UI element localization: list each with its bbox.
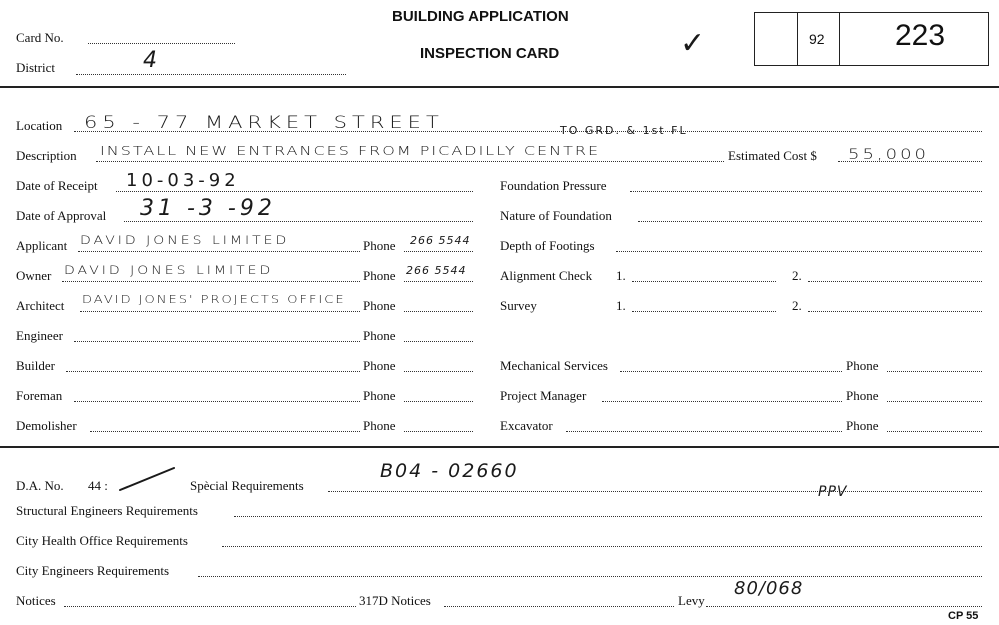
architect-phone-label: Phone	[363, 298, 396, 313]
owner-phone-field[interactable]	[404, 281, 473, 282]
card-number: 223	[895, 19, 946, 52]
notices-317d-label: 317D Notices	[359, 593, 431, 608]
description-note: TO GRD. & 1st FL	[560, 124, 688, 137]
applicant-phone-value: 266 5544	[410, 234, 471, 247]
applicant-phone-label: Phone	[363, 238, 396, 253]
location-label: Location	[16, 118, 63, 133]
builder-phone-label: Phone	[363, 358, 396, 373]
engineer-label: Engineer	[16, 328, 63, 343]
excavator-phone-field[interactable]	[887, 431, 982, 432]
architect-field[interactable]	[80, 311, 360, 312]
foreman-phone-label: Phone	[363, 388, 396, 403]
levy-label: Levy	[678, 593, 705, 608]
owner-phone-value: 266 5544	[406, 264, 467, 277]
notices-317d-field[interactable]	[444, 606, 674, 607]
applicant-field[interactable]	[78, 251, 360, 252]
survey-label: Survey	[500, 298, 537, 313]
date-of-approval-field[interactable]	[124, 221, 473, 222]
nature-of-foundation-label: Nature of Foundation	[500, 208, 612, 223]
project-manager-field[interactable]	[602, 401, 842, 402]
owner-label: Owner	[16, 268, 52, 283]
owner-phone-label: Phone	[363, 268, 396, 283]
survey-1-field[interactable]	[632, 311, 776, 312]
alignment-check-2-field[interactable]	[808, 281, 982, 282]
mechanical-services-field[interactable]	[620, 371, 842, 372]
date-of-approval-label: Date of Approval	[16, 208, 107, 223]
notices-field[interactable]	[64, 606, 356, 607]
builder-field[interactable]	[66, 371, 360, 372]
card-number-box	[754, 12, 989, 66]
description-field[interactable]	[96, 161, 724, 162]
date-of-approval-value: 31 -3 -92	[140, 196, 276, 221]
district-field[interactable]	[76, 74, 346, 75]
notices-label: Notices	[16, 593, 56, 608]
form-code: CP 55	[948, 610, 979, 622]
levy-field[interactable]	[706, 606, 982, 607]
mechanical-services-phone-field[interactable]	[887, 371, 982, 372]
excavator-phone-label: Phone	[846, 418, 879, 433]
owner-value: DAVID JONES LIMITED	[64, 264, 274, 277]
card-no-label: Card No.	[16, 30, 64, 45]
location-value: 65 - 77 MARKET STREET	[84, 112, 444, 132]
description-value: INSTALL NEW ENTRANCES FROM PICADILLY CENTRE	[100, 142, 601, 158]
foundation-pressure-field[interactable]	[630, 191, 982, 192]
special-requirements-field[interactable]	[328, 491, 982, 492]
special-requirements-value: B04 - 02660	[380, 460, 519, 482]
foreman-phone-field[interactable]	[404, 401, 473, 402]
excavator-field[interactable]	[566, 431, 842, 432]
slash-mark-icon	[116, 464, 180, 494]
builder-label: Builder	[16, 358, 55, 373]
city-health-field[interactable]	[222, 546, 982, 547]
depth-of-footings-field[interactable]	[616, 251, 982, 252]
city-engineers-label: City Engineers Requirements	[16, 563, 170, 578]
top-divider	[0, 86, 999, 88]
estimated-cost-label: Estimated Cost $	[728, 148, 817, 163]
owner-field[interactable]	[62, 281, 360, 282]
da-no-label: D.A. No.	[16, 478, 64, 493]
engineer-field[interactable]	[74, 341, 360, 342]
survey-1-label: 1.	[616, 298, 626, 313]
form-title-line2: INSPECTION CARD	[420, 45, 560, 62]
mechanical-services-label: Mechanical Services	[500, 358, 608, 373]
middle-divider	[0, 446, 999, 448]
survey-2-label: 2.	[792, 298, 802, 313]
district-value: 4	[143, 48, 158, 73]
survey-2-field[interactable]	[808, 311, 982, 312]
da-no-value: 44 :	[88, 478, 108, 493]
date-of-receipt-value: 10-03-92	[126, 170, 240, 191]
date-of-receipt-field[interactable]	[116, 191, 473, 192]
estimated-cost-value: 55,000	[848, 146, 929, 163]
card-no-field[interactable]	[88, 43, 235, 44]
alignment-check-1-field[interactable]	[632, 281, 776, 282]
demolisher-field[interactable]	[90, 431, 360, 432]
city-engineers-field[interactable]	[198, 576, 982, 577]
initials: PPV	[818, 484, 848, 500]
alignment-check-label: Alignment Check	[500, 268, 593, 283]
structural-engineers-field[interactable]	[234, 516, 982, 517]
levy-value: 80/068	[734, 578, 804, 599]
applicant-phone-field[interactable]	[404, 251, 473, 252]
architect-phone-field[interactable]	[404, 311, 473, 312]
project-manager-label: Project Manager	[500, 388, 587, 403]
demolisher-label: Demolisher	[16, 418, 77, 433]
architect-label: Architect	[16, 298, 65, 313]
builder-phone-field[interactable]	[404, 371, 473, 372]
foreman-field[interactable]	[74, 401, 360, 402]
nature-of-foundation-field[interactable]	[638, 221, 982, 222]
special-requirements-label: Spècial Requirements	[190, 478, 304, 493]
excavator-label: Excavator	[500, 418, 553, 433]
engineer-phone-label: Phone	[363, 328, 396, 343]
date-of-receipt-label: Date of Receipt	[16, 178, 98, 193]
check-mark-icon: ✓	[680, 26, 707, 61]
mechanical-services-phone-label: Phone	[846, 358, 879, 373]
demolisher-phone-field[interactable]	[404, 431, 473, 432]
alignment-check-1-label: 1.	[616, 268, 626, 283]
depth-of-footings-label: Depth of Footings	[500, 238, 595, 253]
city-health-label: City Health Office Requirements	[16, 533, 188, 548]
district-label: District	[16, 60, 55, 75]
engineer-phone-field[interactable]	[404, 341, 473, 342]
applicant-label: Applicant	[16, 238, 68, 253]
applicant-value: DAVID JONES LIMITED	[80, 234, 290, 247]
alignment-check-2-label: 2.	[792, 268, 802, 283]
card-year: 92	[809, 31, 825, 47]
structural-engineers-label: Structural Engineers Requirements	[16, 503, 198, 518]
description-label: Description	[16, 148, 77, 163]
project-manager-phone-field[interactable]	[887, 401, 982, 402]
foundation-pressure-label: Foundation Pressure	[500, 178, 607, 193]
form-title-line1: BUILDING APPLICATION	[392, 8, 569, 25]
foreman-label: Foreman	[16, 388, 63, 403]
project-manager-phone-label: Phone	[846, 388, 879, 403]
demolisher-phone-label: Phone	[363, 418, 396, 433]
architect-value: DAVID JONES' PROJECTS OFFICE	[82, 294, 346, 306]
